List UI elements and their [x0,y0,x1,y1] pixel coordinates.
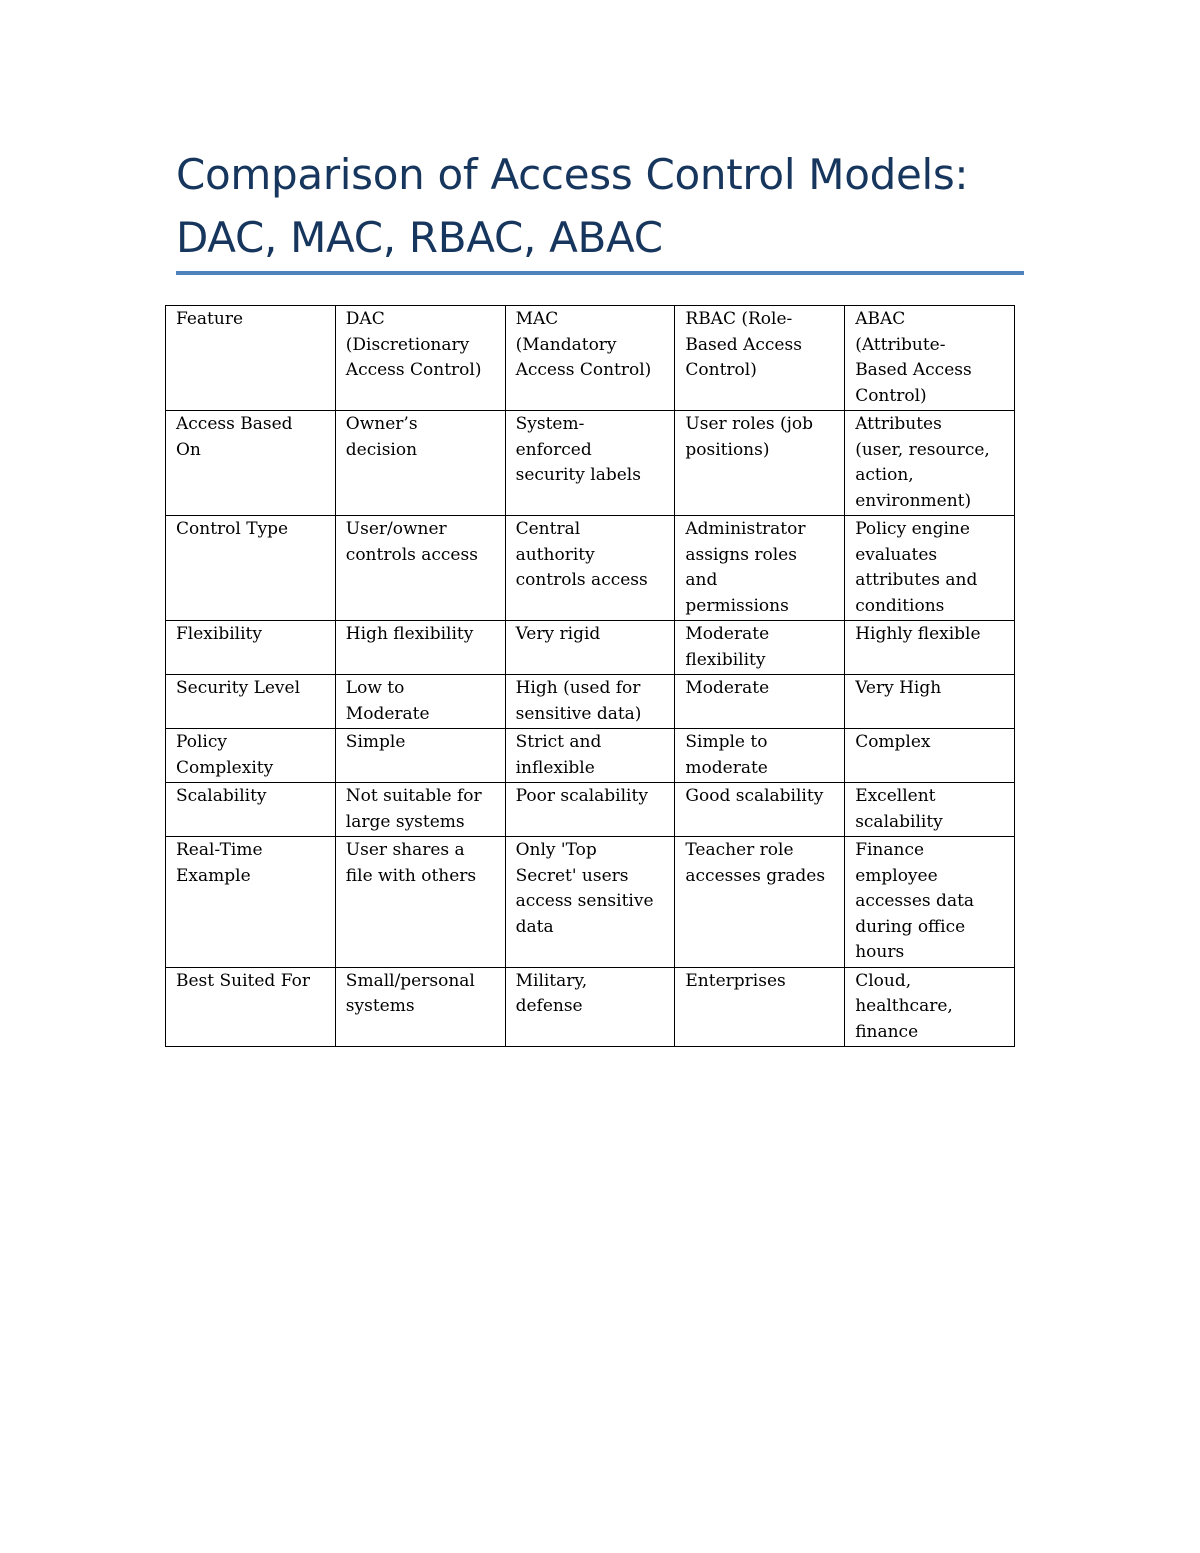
table-cell-abac: Complex [845,729,1015,783]
table-row-flexibility [166,621,1015,675]
table-cell-mac: Only 'Top Secret' users access sensitive data [505,837,675,968]
header-cell-feature: Feature [166,306,336,411]
table-row-best-suited-for [166,967,1015,1047]
table-cell-dac: Owner’s decision [335,411,505,516]
header-cell-rbac: RBAC (Role- Based Access Control) [675,306,845,411]
comparison-table [165,305,1015,1047]
table-row-policy-complexity [166,729,1015,783]
table-row-real-time-example [166,837,1015,968]
table-cell-dac: User shares a file with others [335,837,505,968]
table-cell-feature: Control Type [166,516,336,621]
table-row-access-based-on [166,411,1015,516]
table-cell-dac: User/owner controls access [335,516,505,621]
table-row-scalability [166,783,1015,837]
table-cell-rbac: User roles (job positions) [675,411,845,516]
table-cell-rbac: Moderate flexibility [675,621,845,675]
table-cell-abac: Excellent scalability [845,783,1015,837]
header-cell-abac: ABAC (Attribute- Based Access Control) [845,306,1015,411]
table-cell-feature: Policy Complexity [166,729,336,783]
table-cell-dac: Simple [335,729,505,783]
header-cell-mac: MAC (Mandatory Access Control) [505,306,675,411]
table-row-security-level [166,675,1015,729]
table-cell-rbac: Moderate [675,675,845,729]
table-cell-abac: Policy engine evaluates attributes and conditions [845,516,1015,621]
table-row-control-type [166,516,1015,621]
table-cell-feature: Security Level [166,675,336,729]
header-cell-dac: DAC (Discretionary Access Control) [335,306,505,411]
table-cell-dac: Low to Moderate [335,675,505,729]
table-cell-feature: Best Suited For [166,967,336,1047]
table-cell-feature: Access Based On [166,411,336,516]
page-title [176,143,1026,269]
table-cell-abac: Very High [845,675,1015,729]
table-cell-dac: Not suitable for large systems [335,783,505,837]
page-title-line-1: Comparison of Access Control Models: [176,150,969,199]
table-cell-mac: System- enforced security labels [505,411,675,516]
table-cell-rbac: Administrator assigns roles and permissions [675,516,845,621]
table-cell-abac: Finance employee accesses data during office hours [845,837,1015,968]
table-cell-mac: Very rigid [505,621,675,675]
table-cell-mac: Strict and inflexible [505,729,675,783]
table-cell-rbac: Simple to moderate [675,729,845,783]
table-cell-mac: High (used for sensitive data) [505,675,675,729]
table-cell-abac: Cloud, healthcare, finance [845,967,1015,1047]
table-cell-feature: Real-Time Example [166,837,336,968]
table-cell-feature: Flexibility [166,621,336,675]
page-title-line-2: DAC, MAC, RBAC, ABAC [176,213,663,262]
table-cell-abac: Highly flexible [845,621,1015,675]
table-cell-dac: High flexibility [335,621,505,675]
table-cell-mac: Central authority controls access [505,516,675,621]
table-cell-mac: Military, defense [505,967,675,1047]
table-header-row [166,306,1015,411]
table-cell-dac: Small/personal systems [335,967,505,1047]
table-cell-abac: Attributes (user, resource, action, environment) [845,411,1015,516]
table-cell-feature: Scalability [166,783,336,837]
table-cell-mac: Poor scalability [505,783,675,837]
table-cell-rbac: Good scalability [675,783,845,837]
table-cell-rbac: Enterprises [675,967,845,1047]
table-cell-rbac: Teacher role accesses grades [675,837,845,968]
title-underline-rule [176,271,1024,275]
